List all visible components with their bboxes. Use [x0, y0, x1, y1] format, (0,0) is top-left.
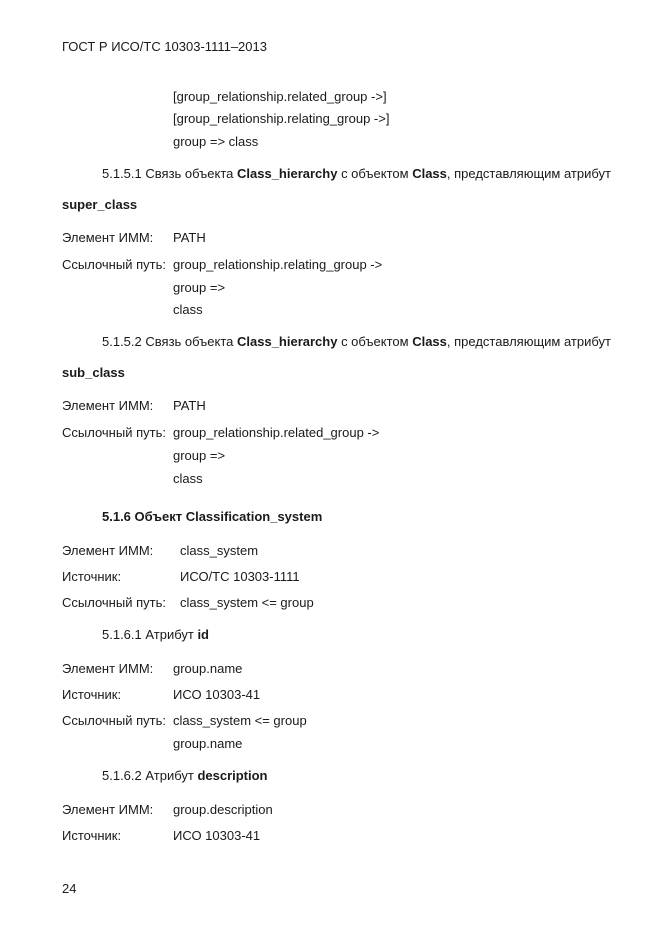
attribute-name: description: [197, 768, 268, 783]
heading-text: Связь объекта: [141, 334, 237, 349]
imm-label: Элемент ИММ:: [62, 398, 154, 413]
target-entity: Class: [412, 334, 447, 349]
heading-text: с объектом: [337, 334, 413, 349]
source-value: ИСО 10303-41: [173, 828, 261, 843]
path-line: group_relationship.related_group ->: [173, 425, 380, 440]
imm-label: Элемент ИММ:: [62, 543, 154, 558]
section-5-1-6-1-heading: [102, 628, 209, 641]
intro-line-2: [group_relationship.relating_group ->]: [173, 111, 390, 126]
heading-text: Связь объекта: [141, 166, 237, 181]
entity-name: Class_hierarchy: [237, 334, 338, 349]
section-number: 5.1.5.2: [102, 334, 142, 349]
path-line: class_system <= group: [180, 595, 314, 610]
imm-value: class_system: [180, 543, 259, 558]
target-entity: Class: [412, 166, 447, 181]
attribute-name: sub_class: [62, 365, 125, 380]
section-5-1-6-2-heading: [102, 769, 268, 782]
section-5-1-5-2-heading: [102, 335, 611, 348]
path-line: class: [173, 471, 203, 486]
imm-value: PATH: [173, 398, 206, 413]
section-number: 5.1.6.2: [102, 768, 142, 783]
heading-text: Атрибут: [141, 768, 198, 783]
heading-text: , представляющим атрибут: [446, 334, 611, 349]
path-line: group =>: [173, 448, 226, 463]
path-line: group =>: [173, 280, 226, 295]
source-label: Источник:: [62, 828, 122, 843]
path-line: class_system <= group: [173, 713, 307, 728]
source-label: Источник:: [62, 687, 122, 702]
path-line: group_relationship.relating_group ->: [173, 257, 383, 272]
path-line: class: [173, 302, 203, 317]
source-label: Источник:: [62, 569, 122, 584]
path-line: group.name: [173, 736, 243, 751]
section-number: 5.1.6.1: [102, 627, 142, 642]
page-number: 24: [62, 881, 77, 896]
imm-label: Элемент ИММ:: [62, 661, 154, 676]
section-5-1-6-heading: 5.1.6 Объект Classification_system: [102, 509, 323, 524]
imm-value: group.name: [173, 661, 243, 676]
path-label: Ссылочный путь:: [62, 595, 166, 610]
intro-line-3: group => class: [173, 134, 259, 149]
imm-value: group.description: [173, 802, 273, 817]
path-label: Ссылочный путь:: [62, 713, 166, 728]
document-header: ГОСТ Р ИСО/ТС 10303-1111–2013: [62, 39, 267, 54]
source-value: ИСО/ТС 10303-1111: [180, 569, 300, 584]
imm-label: Элемент ИММ:: [62, 230, 154, 245]
path-label: Ссылочный путь:: [62, 257, 166, 272]
heading-text: , представляющим атрибут: [446, 166, 611, 181]
path-label: Ссылочный путь:: [62, 425, 166, 440]
imm-label: Элемент ИММ:: [62, 802, 154, 817]
entity-name: Class_hierarchy: [237, 166, 338, 181]
imm-value: PATH: [173, 230, 206, 245]
section-5-1-5-1-heading: [102, 167, 611, 180]
intro-line-1: [group_relationship.related_group ->]: [173, 89, 387, 104]
attribute-name: super_class: [62, 197, 138, 212]
heading-text: с объектом: [337, 166, 413, 181]
section-number: 5.1.5.1: [102, 166, 142, 181]
attribute-name: id: [197, 627, 209, 642]
source-value: ИСО 10303-41: [173, 687, 261, 702]
heading-text: Атрибут: [141, 627, 198, 642]
